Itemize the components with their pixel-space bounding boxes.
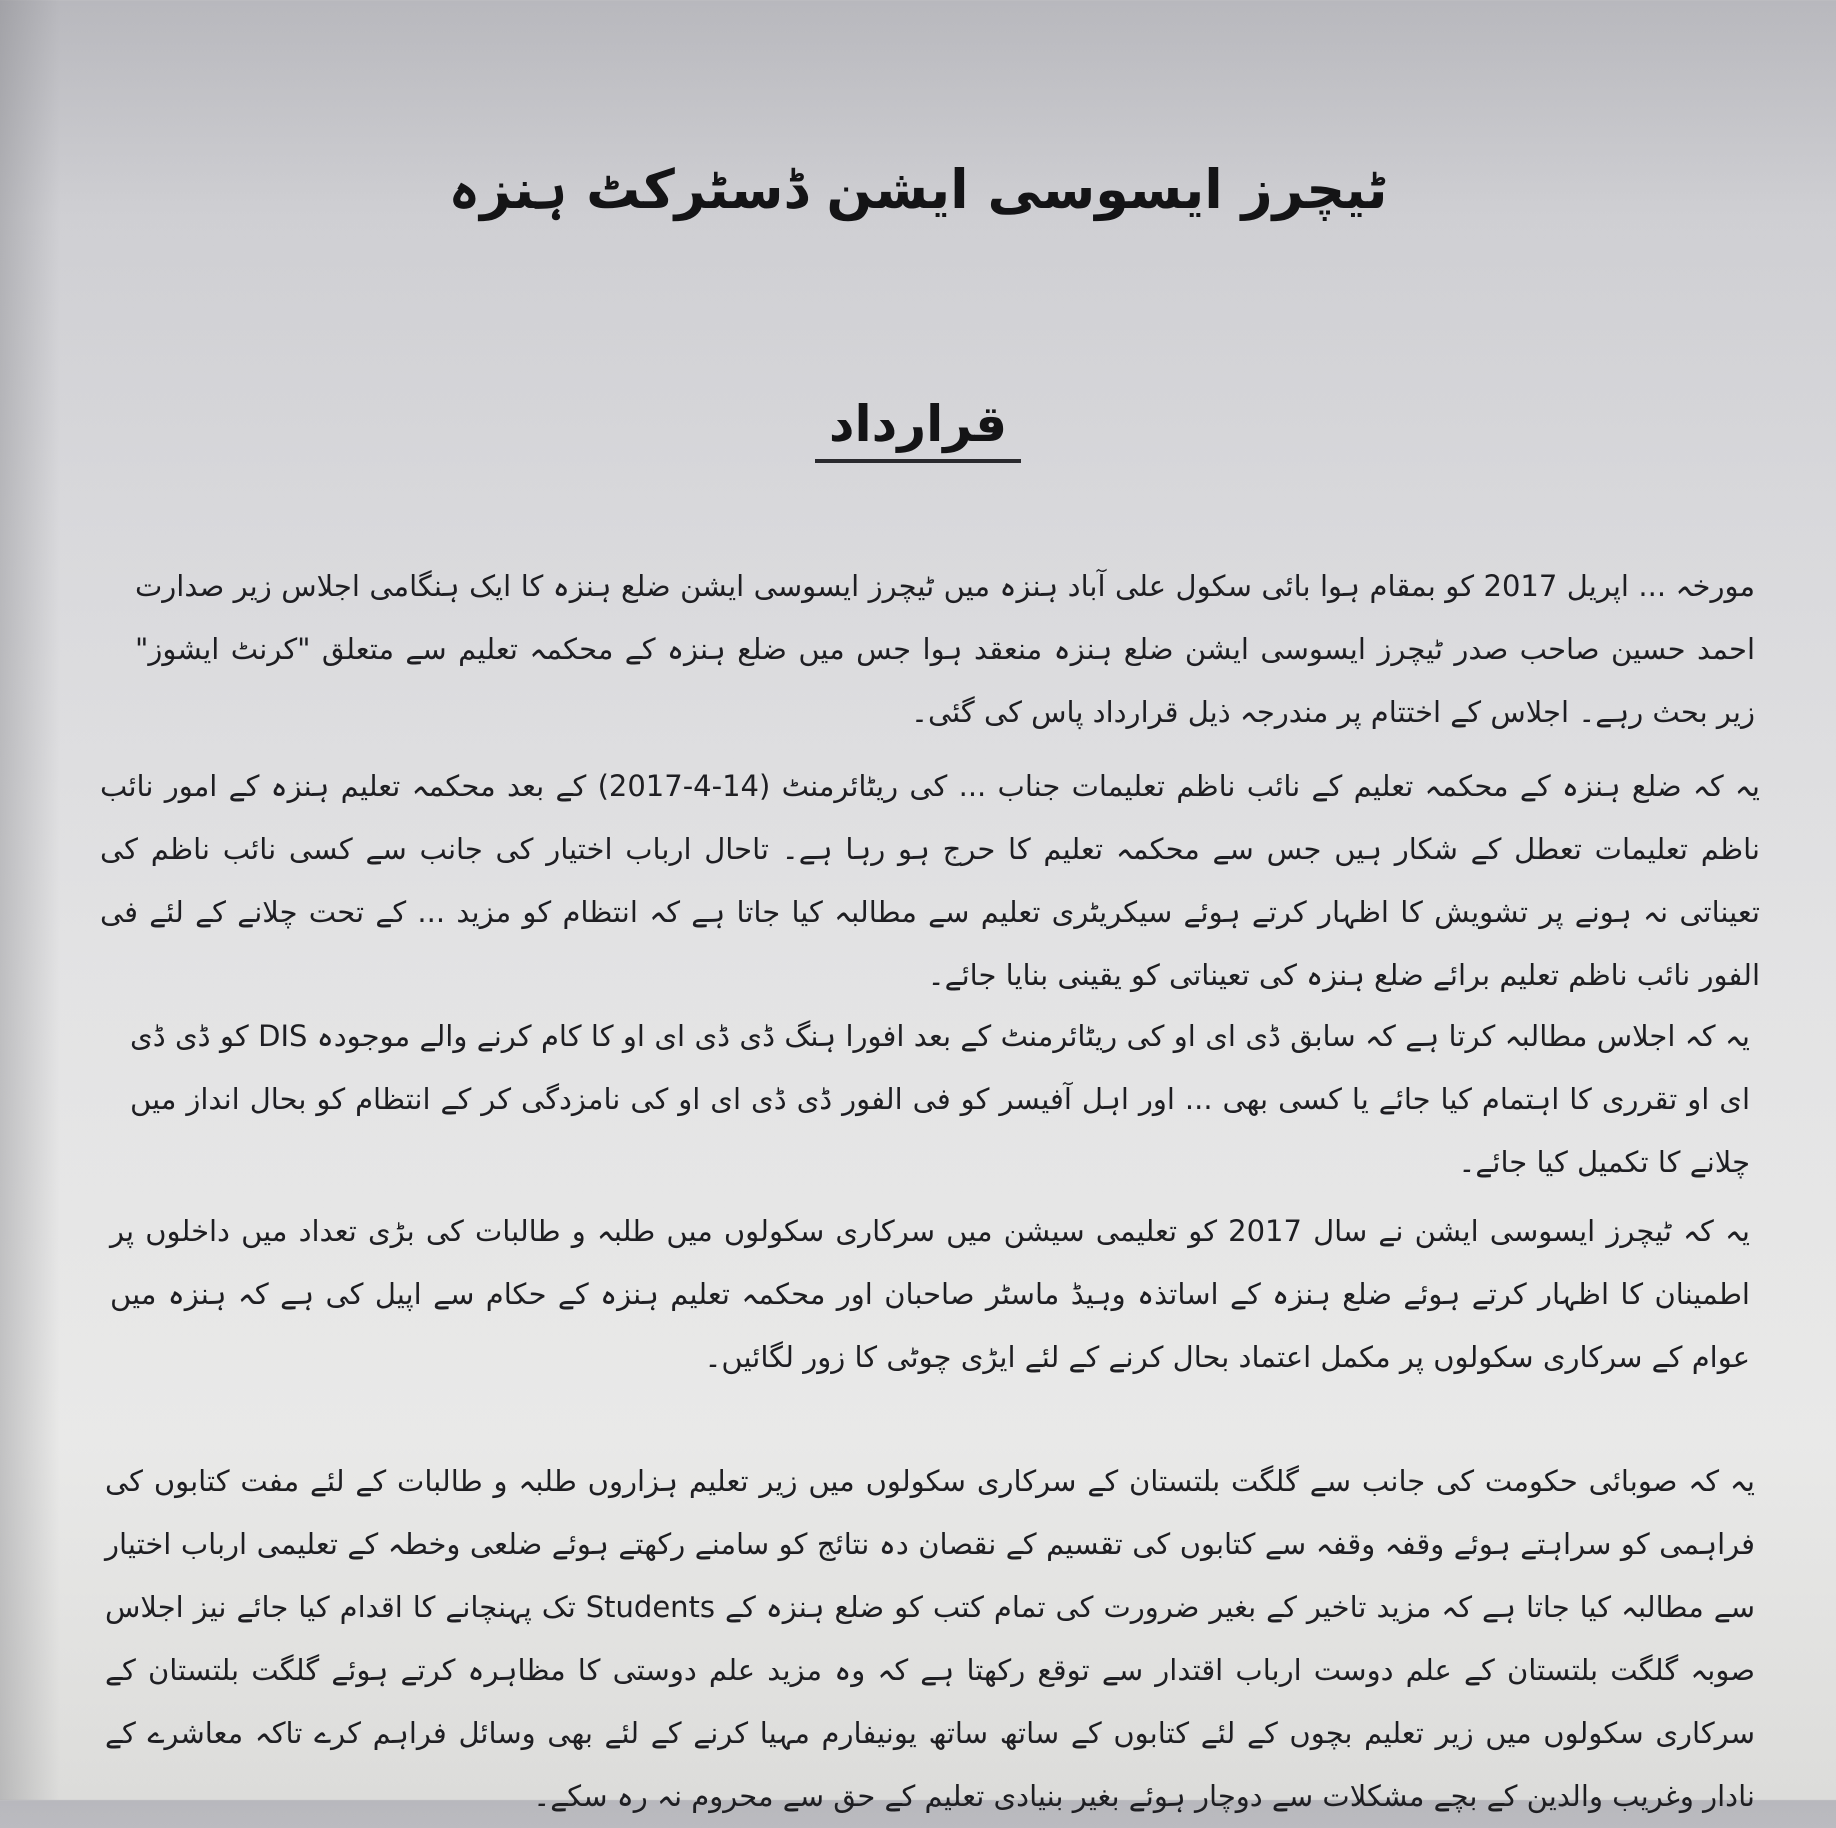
document-title: ٹیچرز ایسوسی ایشن ڈسٹرکٹ ہنزہ [448,158,1388,221]
resolution-paragraph-4: یہ کہ ٹیچرز ایسوسی ایشن نے سال 2017 کو تعلیمی سیشن میں سرکاری سکولوں میں طلبہ و طالبات کی بڑی تعداد میں داخلوں پر اطمینان کا اظہار کرتے ہوئے ضلع ہنزہ کے اساتذہ وہیڈ ماسٹر صاحبان اور محکمہ تعلیم ہنزہ کے حکام سے اپیل کی ہے کہ ہنزہ میں عوام کے سرکاری سکولوں پر مکمل اعتماد بحال کرنے کے لئے ایڑی چوٹی کا زور لگائیں۔ [110,1214,1751,1374]
resolution-paragraph-3: یہ کہ اجلاس مطالبہ کرتا ہے کہ سابق ڈی ای او کی ریٹائرمنٹ کے بعد افورا ہنگ ڈی ڈی ای او کا کام کرنے والے موجودہ DIS کو ڈی ڈی ای او تقرری کا اہتمام کیا جائے یا کسی بھی ... اور اہل آفیسر کو فی الفور ڈی ڈی ای او کی نامزدگی کر کے انتظام کو بحال انداز میں چلانے کا تکمیل کیا جائے۔ [130,1019,1751,1179]
document-subtitle [0,395,1836,453]
resolution-paragraph-2: یہ کہ ضلع ہنزہ کے محکمہ تعلیم کے نائب ناظم تعلیمات جناب ... کی ریٹائرمنٹ (14-4-2017) کے بعد محکمہ تعلیم ہنزہ کے امور نائب ناظم تعلیمات تعطل کے شکار ہیں جس سے محکمہ تعلیم کا حرج ہو رہا ہے۔ تاحال ارباب اختیار کی جانب سے کسی نائب ناظم کی تعیناتی نہ ہونے پر تشویش کا اظہار کرتے ہوئے سیکریٹری تعلیم سے مطالبہ کیا جاتا ہے کہ انتظام کو مزید ... کے تحت چلانے کے لئے فی الفور نائب ناظم تعلیم برائے ضلع ہنزہ کی تعیناتی کو یقینی بنایا جائے۔ [100,769,1760,992]
resolution-paragraph-5: یہ کہ صوبائی حکومت کی جانب سے گلگت بلتستان کے سرکاری سکولوں میں زیر تعلیم ہزاروں طلبہ و طالبات کے لئے مفت کتابوں کی فراہمی کو سراہتے ہوئے وقفہ وقفہ سے کتابوں کی تقسیم کے نقصان دہ نتائج کو سامنے رکھتے ہوئے ضلعی وخطہ کے تعلیمی ارباب اختیار سے مطالبہ کیا جاتا ہے کہ مزید تاخیر کے بغیر ضرورت کی تمام کتب کو ضلع ہنزہ کے Students تک پہنچانے کا اقدام کیا جائے نیز اجلاس صوبہ گلگت بلتستان کے علم دوست ارباب اقتدار سے توقع رکھتا ہے کہ وہ مزید علم دوستی کا مظاہرہ کرتے ہوئے گلگت بلتستان کے سرکاری سکولوں میں زیر تعلیم بچوں کے لئے کتابوں کے ساتھ ساتھ یونیفارم مہیا کرنے کے لئے بھی وسائل فراہم کرے تاکہ معاشرے کے نادار وغریب والدین کے بچے مشکلات سے دوچار ہوئے بغیر بنیادی تعلیم کے حق سے محروم نہ رہ سکے۔ [105,1464,1755,1813]
document-subtitle-text: قرارداد [815,395,1021,463]
page-shadow [0,0,60,1800]
resolution-paragraph-1: مورخہ ... اپریل 2017 کو بمقام ہوا بائی سکول علی آباد ہنزہ میں ٹیچرز ایسوسی ایشن ضلع ہنزہ کا ایک ہنگامی اجلاس زیر صدارت احمد حسین صاحب صدر ٹیچرز ایسوسی ایشن ضلع ہنزہ منعقد ہوا جس میں ضلع ہنزہ کے محکمہ تعلیم سے متعلق "کرنٹ ایشوز" زیر بحث رہے۔ اجلاس کے اختتام پر مندرجہ ذیل قرارداد پاس کی گئی۔ [135,569,1755,729]
